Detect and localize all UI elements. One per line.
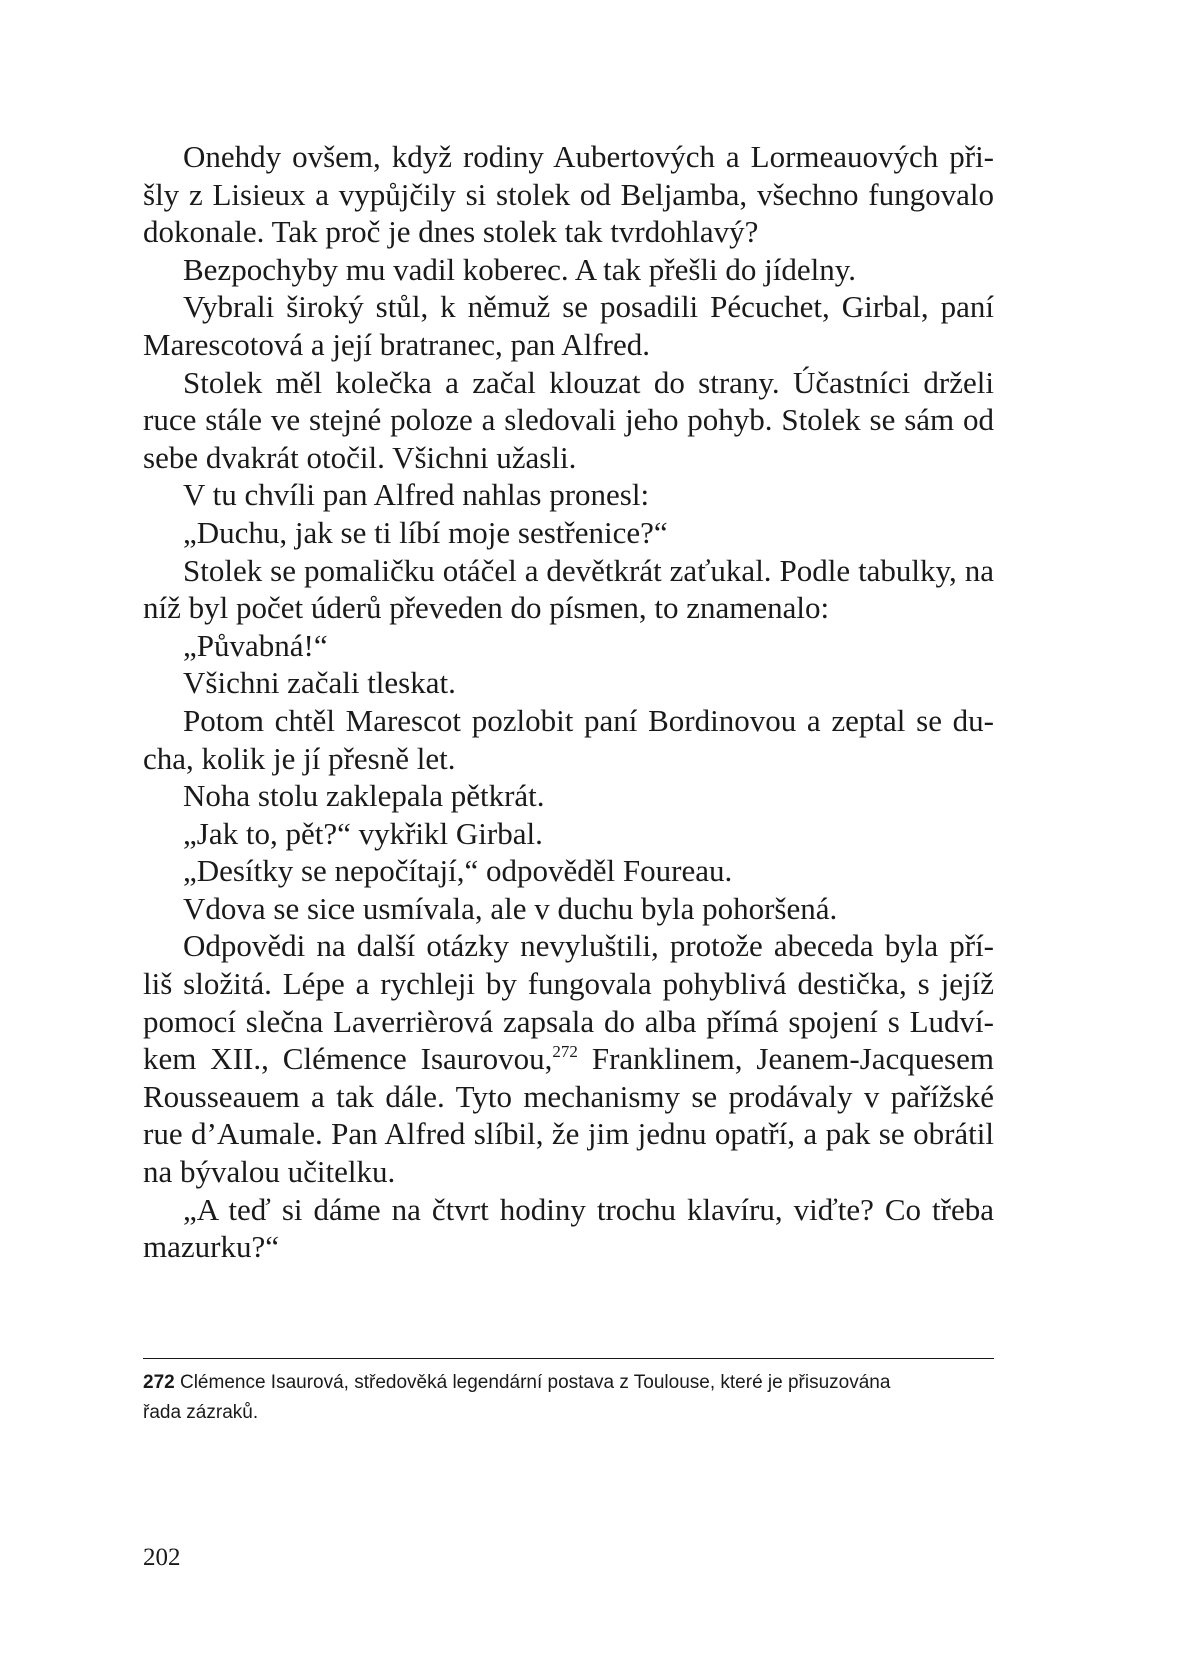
footnote-text: Clémence Isaurová, středověká legendární postava z Toulouse, které je přisuzována <box>174 1372 891 1393</box>
text-line: ruce stále ve stejné poloze a sledovali jeho pohyb. Stolek se sám od <box>143 402 994 438</box>
text-segment: kem XII., Clémence Isaurovou, <box>143 1041 553 1077</box>
text-line: Vybrali široký stůl, k němuž se posadili Pécuchet, Girbal, paní <box>183 289 994 325</box>
text-line: Onehdy ovšem, když rodiny Aubertových a Lormeauových při- <box>183 139 994 174</box>
footnote-reference[interactable]: 272 <box>552 1042 578 1062</box>
text-line: mazurku?“ <box>143 1229 279 1265</box>
footnote <box>143 1368 994 1428</box>
text-line: pomocí slečna Laverrièrová zapsala do alba přímá spojení s Ludví- <box>143 1003 994 1039</box>
text-line: šly z Lisieux a vypůjčily si stolek od Beljamba, všechno fungovalo <box>143 176 994 212</box>
text-line: V tu chvíli pan Alfred nahlas pronesl: <box>183 477 650 513</box>
text-line: „Jak to, pět?“ vykřikl Girbal. <box>183 815 543 851</box>
text-line: Vdova se sice usmívala, ale v duchu byla pohoršená. <box>183 890 838 926</box>
text-line: liš složitá. Lépe a rychleji by fungovala pohyblivá destička, s jejíž <box>143 966 994 1002</box>
text-line: sebe dvakrát otočil. Všichni užasli. <box>143 439 577 475</box>
text-line: Noha stolu zaklepala pětkrát. <box>183 778 545 814</box>
text-line: Všichni začali tleskat. <box>183 665 456 701</box>
text-line: Bezpochyby mu vadil koberec. A tak přešli do jídelny. <box>183 251 856 287</box>
text-line: cha, kolik je jí přesně let. <box>143 740 456 776</box>
text-line-with-footnote-ref <box>143 1040 994 1078</box>
text-line: níž byl počet úderů převeden do písmen, to znamenalo: <box>143 590 830 626</box>
footnote-line: řada zázraků. <box>143 1402 259 1423</box>
text-line: Stolek se pomaličku otáčel a devětkrát zaťukal. Podle tabulky, na <box>183 552 994 588</box>
footnote-line <box>143 1368 994 1398</box>
text-line: Stolek měl kolečka a začal klouzat do strany. Účastníci drželi <box>183 364 994 400</box>
text-line: „Duchu, jak se ti líbí moje sestřenice?“ <box>183 514 668 550</box>
text-line: Marescotová a její bratranec, pan Alfred. <box>143 326 650 362</box>
text-line: „Desítky se nepočítají,“ odpověděl Foureau. <box>183 853 733 889</box>
text-line: Potom chtěl Marescot pozlobit paní Bordinovou a zeptal se du- <box>183 702 994 738</box>
footnote-number: 272 <box>143 1372 175 1393</box>
page-number: 202 <box>143 1544 181 1571</box>
text-line: rue d’Aumale. Pan Alfred slíbil, že jim jednu opatří, a pak se obrátil <box>143 1116 994 1152</box>
text-line: Rousseauem a tak dále. Tyto mechanismy se prodávaly v pařížské <box>143 1078 994 1114</box>
text-line: „A teď si dáme na čtvrt hodiny trochu klavíru, viďte? Co třeba <box>183 1191 994 1227</box>
text-line: Odpovědi na další otázky nevyluštili, protože abeceda byla pří- <box>183 928 994 964</box>
text-line: „Půvabná!“ <box>183 627 328 663</box>
main-text <box>143 138 994 1266</box>
text-segment: Franklinem, Jeanem-Jacquesem <box>577 1041 994 1077</box>
text-line: dokonale. Tak proč je dnes stolek tak tvrdohlavý? <box>143 214 759 250</box>
text-line: na bývalou učitelku. <box>143 1154 396 1190</box>
footnote-divider <box>143 1358 994 1359</box>
